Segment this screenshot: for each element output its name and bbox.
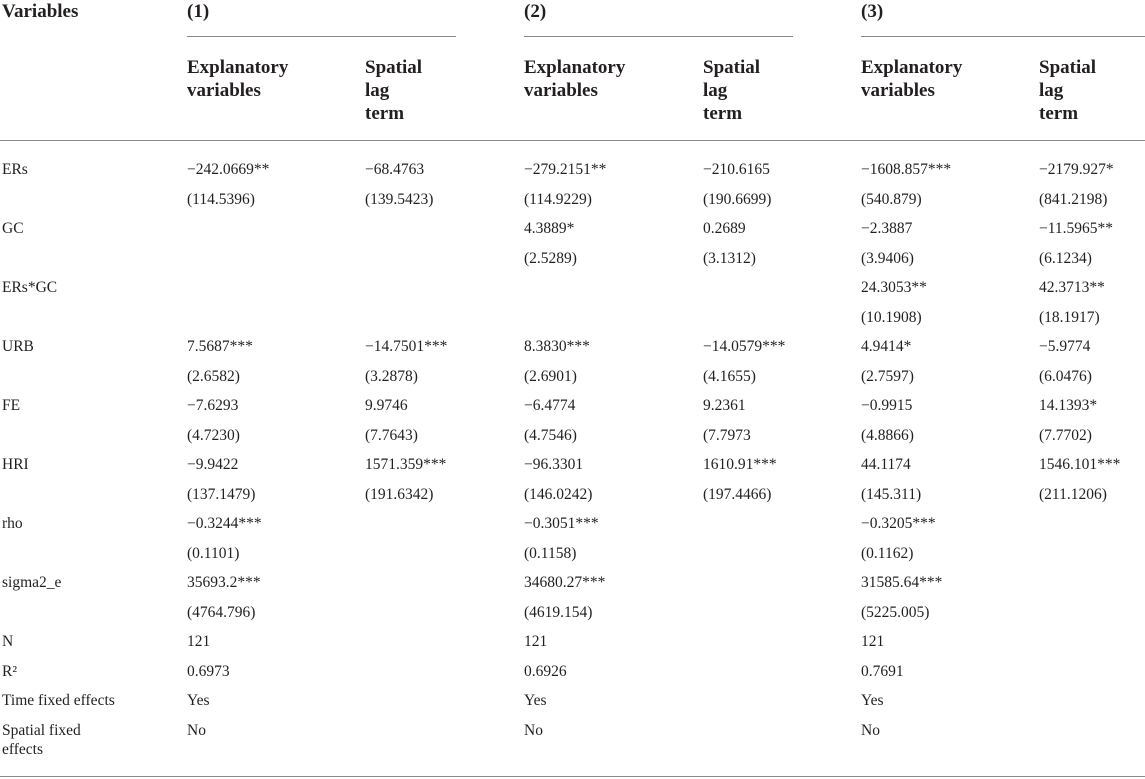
table-cell: (540.879) (861, 190, 922, 208)
row-label: ERs (2, 161, 28, 178)
table-cell: −96.3301 (524, 456, 584, 473)
header-variables: Variables (2, 1, 79, 22)
table-cell: −9.9422 (187, 456, 239, 473)
table-row (0, 392, 1145, 422)
table-cell: −0.3205*** (861, 515, 936, 532)
model-2-rule (524, 36, 793, 37)
table-cell: (146.0242) (524, 485, 593, 503)
subheader-explanatory-3: Explanatory variables (861, 57, 963, 101)
table-cell: −210.6165 (703, 161, 770, 178)
table-cell: (10.1908) (861, 308, 922, 326)
table-cell: (137.1479) (187, 485, 256, 503)
table-cell: (4.8866) (861, 426, 914, 444)
table-cell: 1571.359*** (365, 456, 447, 473)
table-cell: (4764.796) (187, 603, 256, 621)
table-row (0, 628, 1145, 658)
table-cell: 0.6973 (187, 662, 230, 680)
table-cell: (7.7643) (365, 426, 418, 444)
table-cell: Yes (861, 692, 884, 709)
table-row (0, 658, 1145, 688)
table-cell: (190.6699) (703, 190, 772, 208)
table-row (0, 687, 1145, 717)
table-row (0, 274, 1145, 304)
table-cell: −2.3887 (861, 220, 913, 237)
table-cell: (7.7973 (703, 426, 751, 444)
table-cell: −11.5965** (1039, 220, 1114, 237)
table-cell: 7.5687*** (187, 338, 253, 355)
table-cell: (6.1234) (1039, 249, 1092, 267)
table-cell: −0.3244*** (187, 515, 262, 532)
table-cell: (2.5289) (524, 249, 577, 267)
table-cell: (2.6582) (187, 367, 240, 385)
table-cell: −14.7501*** (365, 338, 448, 355)
table-cell: (139.5423) (365, 190, 434, 208)
table-cell: (7.7702) (1039, 426, 1092, 444)
table-cell: (18.1917) (1039, 308, 1100, 326)
table-cell: 0.6926 (524, 662, 567, 680)
subheader-spatial-3: Spatial lag term (1039, 57, 1097, 124)
table-cell: −14.0579*** (703, 338, 786, 355)
table-cell: 31585.64*** (861, 574, 943, 591)
table-cell: Yes (187, 692, 210, 709)
subheader-explanatory-1: Explanatory variables (187, 57, 289, 101)
row-label: FE (2, 397, 21, 414)
table-cell: Yes (524, 692, 547, 709)
table-cell: 9.9746 (365, 397, 408, 414)
table-cell: (5225.005) (861, 603, 930, 621)
table-row (0, 304, 1145, 334)
table-cell: −0.9915 (861, 397, 913, 414)
table-cell: 35693.2*** (187, 574, 261, 591)
table-row (0, 333, 1145, 363)
table-cell: (4.1655) (703, 367, 756, 385)
row-label: ERs*GC (2, 279, 58, 296)
row-label: R² (2, 662, 17, 680)
model-1-rule (187, 36, 456, 37)
table-row (0, 451, 1145, 481)
header-model-1: (1) (187, 1, 210, 22)
table-row (0, 245, 1145, 275)
header-model-3: (3) (861, 1, 884, 22)
table-row (0, 599, 1145, 629)
table-cell: 1546.101*** (1039, 456, 1121, 473)
row-label: GC (2, 220, 24, 237)
table-cell: −6.4774 (524, 397, 576, 414)
table-cell: −242.0669** (187, 161, 270, 178)
table-cell: −1608.857*** (861, 161, 952, 178)
table-cell: 42.3713** (1039, 279, 1105, 296)
table-cell: 24.3053** (861, 279, 927, 296)
table-row (0, 540, 1145, 570)
row-label: N (2, 633, 14, 650)
table-cell: −5.9774 (1039, 338, 1091, 355)
table-cell: −7.6293 (187, 397, 239, 414)
table-row (0, 363, 1145, 393)
table-row (0, 186, 1145, 216)
header-model-2: (2) (524, 1, 547, 22)
table-row (0, 717, 1145, 758)
subheader-spatial-2: Spatial lag term (703, 57, 761, 124)
table-cell: −0.3051*** (524, 515, 599, 532)
table-cell: 121 (861, 633, 885, 650)
table-row (0, 215, 1145, 245)
table-cell: (841.2198) (1039, 190, 1108, 208)
table-cell: 4.3889* (524, 220, 575, 237)
model-3-rule (861, 36, 1145, 37)
table-cell: (114.5396) (187, 190, 255, 208)
table-cell: −279.2151** (524, 161, 607, 178)
table-cell: 14.1393* (1039, 397, 1098, 414)
table-cell: (6.0476) (1039, 367, 1092, 385)
table-cell: (4.7230) (187, 426, 240, 444)
table-row (0, 156, 1145, 186)
table-cell: 0.7691 (861, 662, 904, 680)
table-row (0, 510, 1145, 540)
table-cell: 1610.91*** (703, 456, 777, 473)
table-cell: 44.1174 (861, 456, 911, 473)
table-cell: 9.2361 (703, 397, 746, 414)
table-cell: −2179.927* (1039, 161, 1114, 178)
table-row (0, 569, 1145, 599)
table-cell: 4.9414* (861, 338, 912, 355)
table-cell: (191.6342) (365, 485, 434, 503)
table-cell: (145.311) (861, 485, 922, 503)
table-cell: (2.6901) (524, 367, 577, 385)
table-cell: (4619.154) (524, 603, 593, 621)
row-label: sigma2_e (2, 574, 62, 591)
table-cell: (114.9229) (524, 190, 592, 208)
header-bottom-rule (0, 140, 1145, 141)
table-cell: No (861, 721, 880, 739)
subheader-explanatory-2: Explanatory variables (524, 57, 626, 101)
table-cell: (0.1162) (861, 544, 914, 562)
table-cell: (2.7597) (861, 367, 914, 385)
table-cell: No (524, 721, 543, 739)
table-cell: (197.4466) (703, 485, 772, 503)
table-cell: (0.1101) (187, 544, 240, 562)
table-cell: (0.1158) (524, 544, 577, 562)
row-label: Time fixed effects (2, 692, 115, 709)
table-cell: No (187, 721, 206, 739)
table-cell: 8.3830*** (524, 338, 590, 355)
table-cell: 121 (187, 633, 211, 650)
row-label: rho (2, 515, 23, 532)
table-cell: (3.9406) (861, 249, 914, 267)
table-cell: 0.2689 (703, 220, 746, 237)
table-bottom-rule (0, 776, 1145, 777)
table-row (0, 422, 1145, 452)
table-cell: 121 (524, 633, 548, 650)
table-cell: (4.7546) (524, 426, 577, 444)
row-label: HRI (2, 456, 29, 473)
table-row (0, 481, 1145, 511)
row-label: Spatial fixed effects (2, 721, 81, 758)
table-cell: (211.1206) (1039, 485, 1107, 503)
row-label: URB (2, 338, 34, 355)
table-cell: −68.4763 (365, 161, 425, 178)
table-body (0, 156, 1145, 758)
table-cell: (3.2878) (365, 367, 418, 385)
subheader-spatial-1: Spatial lag term (365, 57, 423, 124)
table-cell: 34680.27*** (524, 574, 606, 591)
table-cell: (3.1312) (703, 249, 756, 267)
